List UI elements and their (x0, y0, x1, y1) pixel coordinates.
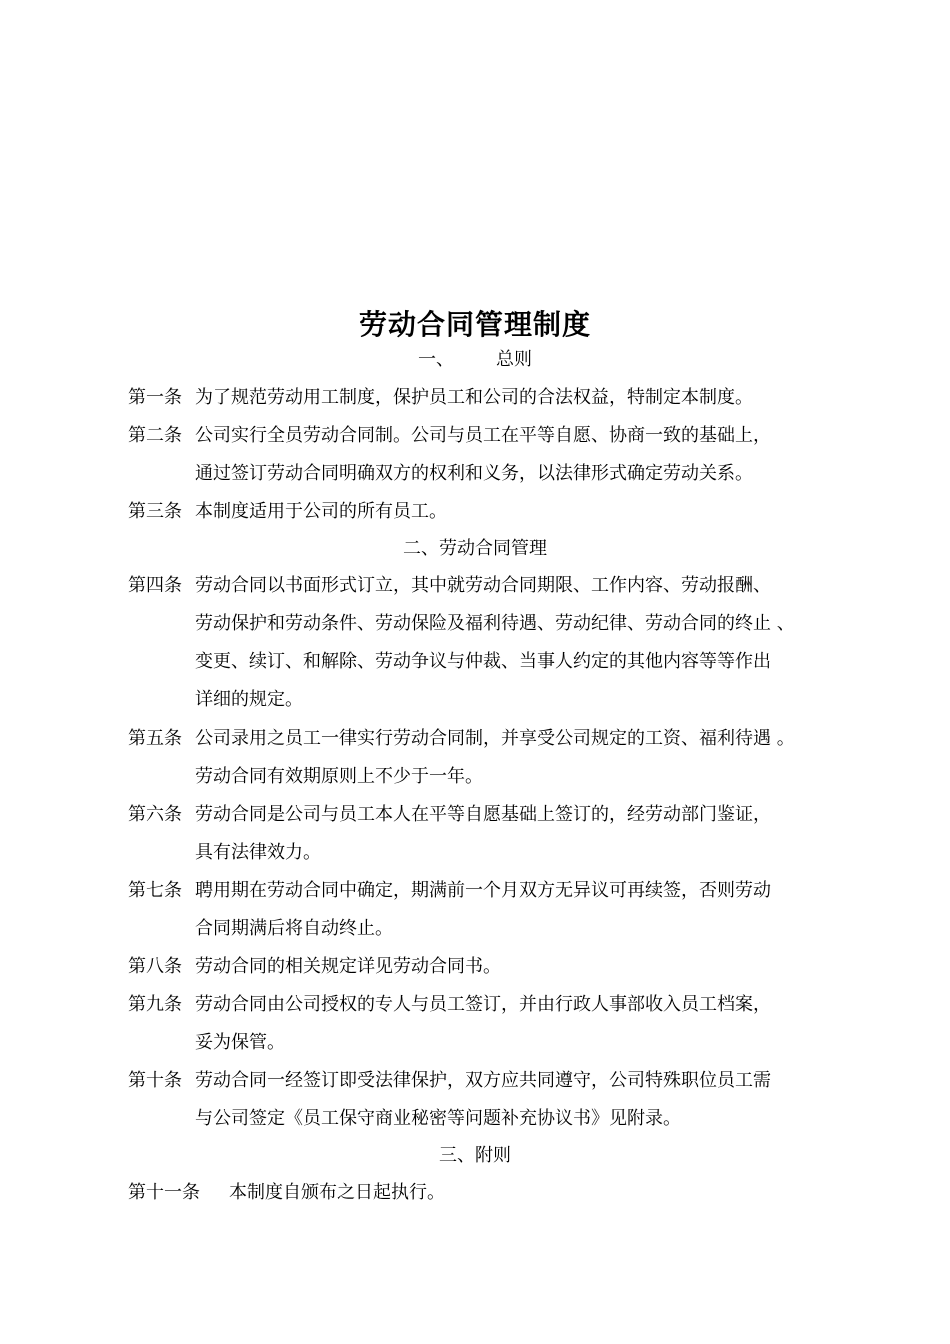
section-heading-number: 一、 (418, 349, 454, 370)
article-line: 合同期满后将自动终止。 (195, 918, 393, 939)
article-line: 通过签订劳动合同明确双方的权利和义务，以法律形式确定劳动关系。 (195, 463, 753, 484)
article-number: 第八条 (128, 956, 182, 977)
article-number: 第三条 (128, 501, 182, 522)
article-line: 具有法律效力。 (195, 842, 321, 863)
section-heading-supplementary: 三、附则 (439, 1145, 511, 1166)
article-number: 第十条 (128, 1070, 182, 1091)
article-number: 第七条 (128, 880, 182, 901)
article-line: 劳动合同由公司授权的专人与员工签订，并由行政人事部收入员工档案， (195, 994, 771, 1015)
article-line: 劳动保护和劳动条件、劳动保险及福利待遇、劳动纪律、劳动合同的终止 、 (195, 613, 795, 634)
article-line: 劳动合同一经签订即受法律保护，双方应共同遵守，公司特殊职位员工需 (195, 1070, 771, 1091)
article-line: 劳动合同的相关规定详见劳动合同书。 (195, 956, 501, 977)
article-line: 妥为保管。 (195, 1032, 285, 1053)
article-line: 劳动合同是公司与员工本人在平等自愿基础上签订的，经劳动部门鉴证， (195, 804, 771, 825)
article-line: 本制度自颁布之日起执行。 (229, 1182, 445, 1203)
article-number: 第四条 (128, 575, 182, 596)
document-title: 劳动合同管理制度 (358, 308, 591, 341)
article-line: 为了规范劳动用工制度，保护员工和公司的合法权益，特制定本制度。 (195, 387, 753, 408)
article-line: 公司实行全员劳动合同制。公司与员工在平等自愿、协商一致的基础上， (195, 425, 771, 446)
article-number: 第五条 (128, 728, 182, 749)
article-number: 第十一条 (128, 1182, 200, 1203)
article-number: 第一条 (128, 387, 182, 408)
article-line: 聘用期在劳动合同中确定，期满前一个月双方无异议可再续签，否则劳动 (195, 880, 771, 901)
article-line: 详细的规定。 (195, 689, 303, 710)
article-number: 第二条 (128, 425, 182, 446)
section-heading-general (0, 348, 950, 372)
article-number: 第九条 (128, 994, 182, 1015)
article-line: 与公司签定《员工保守商业秘密等问题补充协议书》见附录。 (195, 1108, 681, 1129)
article-number: 第六条 (128, 804, 182, 825)
section-heading-text: 总则 (496, 349, 532, 370)
section-heading-contract-management: 二、劳动合同管理 (403, 538, 547, 559)
article-line: 劳动合同有效期原则上不少于一年。 (195, 766, 483, 787)
article-line: 变更、续订、和解除、劳动争议与仲裁、当事人约定的其他内容等等作出 (195, 651, 771, 672)
article-line: 本制度适用于公司的所有员工。 (195, 501, 447, 522)
article-line: 劳动合同以书面形式订立，其中就劳动合同期限、工作内容、劳动报酬、 (195, 575, 771, 596)
article-line: 公司录用之员工一律实行劳动合同制，并享受公司规定的工资、福利待遇 。 (195, 728, 795, 749)
